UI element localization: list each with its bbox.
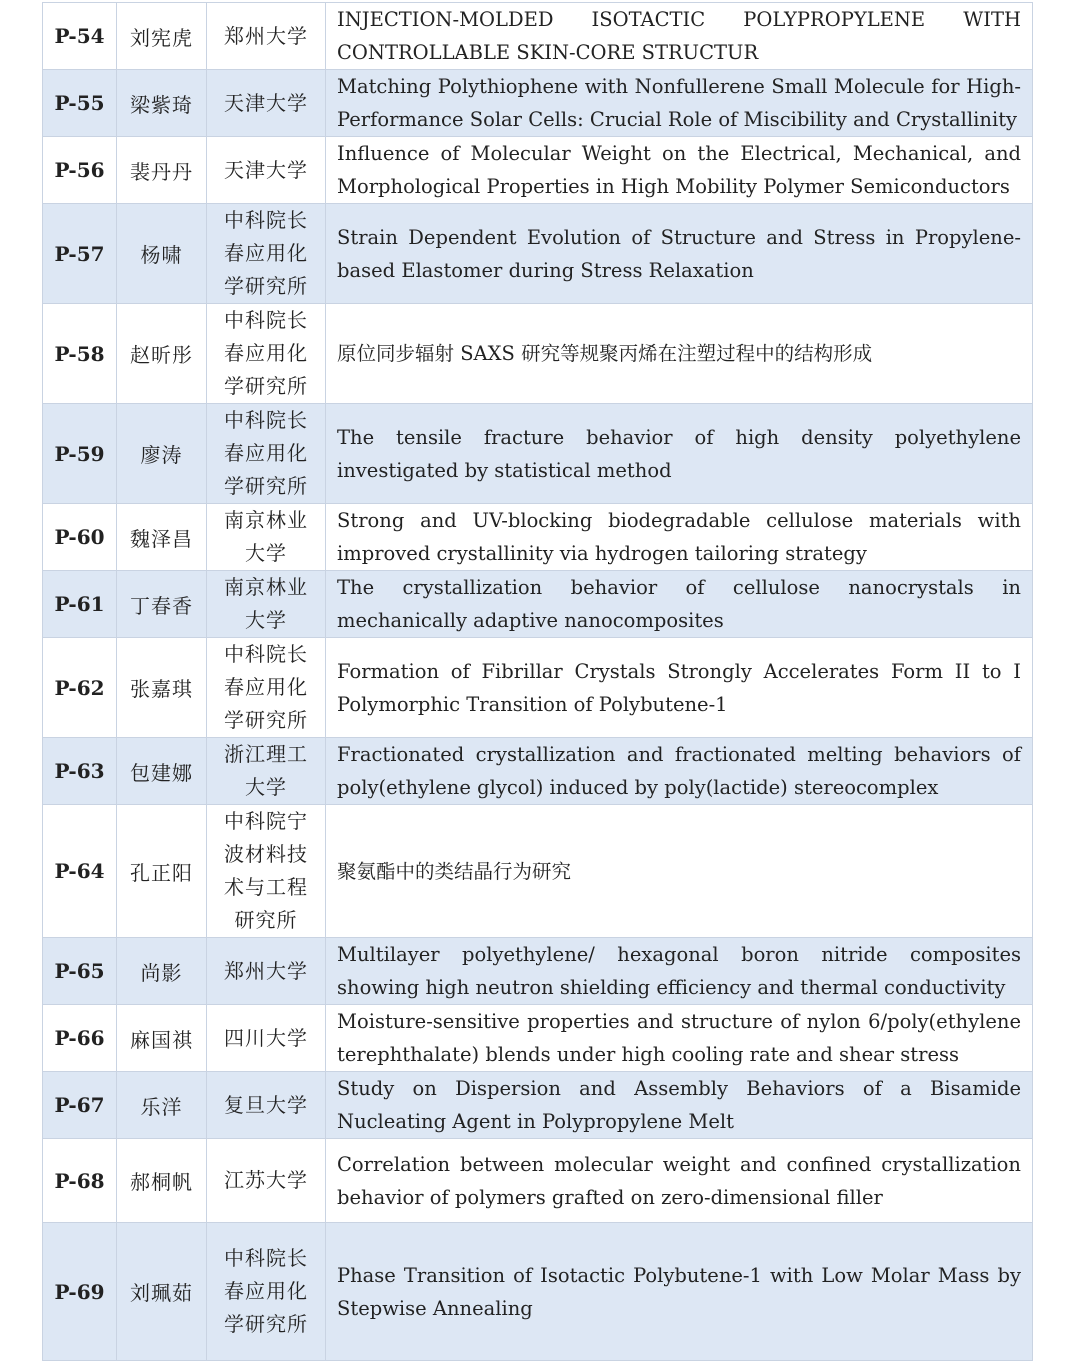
poster-id: P-62 <box>43 638 117 738</box>
presenter-name: 刘珮茹 <box>117 1223 207 1361</box>
table-row <box>43 304 1033 404</box>
table-row <box>43 137 1033 204</box>
institution: 郑州大学 <box>224 958 308 983</box>
table-row <box>43 571 1033 638</box>
poster-id: P-60 <box>43 504 117 571</box>
poster-title: Matching Polythiophene with Nonfullerene Small Molecule for High-Performance Solar Cells: Crucial Role of Miscibility and Crystallinity <box>326 70 1033 137</box>
table-row <box>43 70 1033 137</box>
presenter-name: 丁春香 <box>117 571 207 638</box>
institution: 浙江理工大学 <box>224 742 308 799</box>
presenter-name: 张嘉琪 <box>117 638 207 738</box>
presenter-name: 廖涛 <box>117 404 207 504</box>
table-row <box>43 638 1033 738</box>
poster-id: P-56 <box>43 137 117 204</box>
table-row <box>43 1072 1033 1139</box>
poster-id: P-69 <box>43 1223 117 1361</box>
presenter-name: 乐洋 <box>117 1072 207 1139</box>
table-row <box>43 504 1033 571</box>
poster-id: P-59 <box>43 404 117 504</box>
table-row <box>43 805 1033 938</box>
presenter-name: 裴丹丹 <box>117 137 207 204</box>
poster-title: Influence of Molecular Weight on the Electrical, Mechanical, and Morphological Properties in High Mobility Polymer Semiconductors <box>326 137 1033 204</box>
presenter-name: 刘宪虎 <box>117 3 207 70</box>
poster-title: The crystallization behavior of cellulose nanocrystals in mechanically adaptive nanocomposites <box>326 571 1033 638</box>
poster-title: Strong and UV-blocking biodegradable cellulose materials with improved crystallinity via hydrogen tailoring strategy <box>326 504 1033 571</box>
poster-schedule-table <box>42 2 1033 1361</box>
table-row <box>43 1005 1033 1072</box>
poster-title: Fractionated crystallization and fractionated melting behaviors of poly(ethylene glycol) induced by poly(lactide) stereocomplex <box>326 738 1033 805</box>
poster-id: P-58 <box>43 304 117 404</box>
presenter-name: 孔正阳 <box>117 805 207 938</box>
poster-id: P-63 <box>43 738 117 805</box>
poster-title: Strain Dependent Evolution of Structure and Stress in Propylene-based Elastomer during Stress Relaxation <box>326 204 1033 304</box>
table-row <box>43 1223 1033 1361</box>
institution: 天津大学 <box>224 90 308 115</box>
presenter-name: 包建娜 <box>117 738 207 805</box>
poster-title: INJECTION-MOLDED ISOTACTIC POLYPROPYLENE WITH CONTROLLABLE SKIN-CORE STRUCTUR <box>326 3 1033 70</box>
poster-id: P-65 <box>43 938 117 1005</box>
poster-title: The tensile fracture behavior of high density polyethylene investigated by statistical method <box>326 404 1033 504</box>
table-row <box>43 738 1033 805</box>
institution: 南京林业大学 <box>224 575 308 632</box>
table-row <box>43 1139 1033 1223</box>
institution: 复旦大学 <box>224 1092 308 1117</box>
table-row <box>43 938 1033 1005</box>
poster-id: P-68 <box>43 1139 117 1223</box>
poster-id: P-67 <box>43 1072 117 1139</box>
presenter-name: 郝桐帆 <box>117 1139 207 1223</box>
poster-title: Moisture-sensitive properties and structure of nylon 6/poly(ethylene terephthalate) blends under high cooling rate and shear stress <box>326 1005 1033 1072</box>
institution: 中科院长春应用化学研究所 <box>224 208 308 298</box>
table-row <box>43 404 1033 504</box>
poster-id: P-66 <box>43 1005 117 1072</box>
institution: 四川大学 <box>224 1025 308 1050</box>
poster-title: Correlation between molecular weight and confined crystallization behavior of polymers grafted on zero-dimensional filler <box>326 1139 1033 1223</box>
presenter-name: 梁紫琦 <box>117 70 207 137</box>
poster-id: P-55 <box>43 70 117 137</box>
institution: 中科院长春应用化学研究所 <box>224 408 308 498</box>
poster-title: Phase Transition of Isotactic Polybutene-1 with Low Molar Mass by Stepwise Annealing <box>326 1223 1033 1361</box>
presenter-name: 尚影 <box>117 938 207 1005</box>
poster-id: P-61 <box>43 571 117 638</box>
institution: 郑州大学 <box>224 23 308 48</box>
institution: 南京林业大学 <box>224 508 308 565</box>
poster-title: 原位同步辐射 SAXS 研究等规聚丙烯在注塑过程中的结构形成 <box>326 304 1033 404</box>
table-row <box>43 3 1033 70</box>
presenter-name: 麻国祺 <box>117 1005 207 1072</box>
poster-title: Multilayer polyethylene/ hexagonal boron nitride composites showing high neutron shielding efficiency and thermal conductivity <box>326 938 1033 1005</box>
poster-id: P-54 <box>43 3 117 70</box>
presenter-name: 杨啸 <box>117 204 207 304</box>
poster-title: Study on Dispersion and Assembly Behaviors of a Bisamide Nucleating Agent in Polypropylene Melt <box>326 1072 1033 1139</box>
presenter-name: 魏泽昌 <box>117 504 207 571</box>
poster-title: Formation of Fibrillar Crystals Strongly Accelerates Form II to I Polymorphic Transition of Polybutene-1 <box>326 638 1033 738</box>
institution: 中科院长春应用化学研究所 <box>224 1246 308 1336</box>
poster-id: P-64 <box>43 805 117 938</box>
presenter-name: 赵昕彤 <box>117 304 207 404</box>
institution: 天津大学 <box>224 157 308 182</box>
poster-title: 聚氨酯中的类结晶行为研究 <box>326 805 1033 938</box>
institution: 中科院长春应用化学研究所 <box>224 642 308 732</box>
table-row <box>43 204 1033 304</box>
poster-id: P-57 <box>43 204 117 304</box>
institution: 中科院长春应用化学研究所 <box>224 308 308 398</box>
institution: 江苏大学 <box>224 1168 308 1192</box>
institution: 中科院宁波材料技术与工程研究所 <box>224 809 308 932</box>
